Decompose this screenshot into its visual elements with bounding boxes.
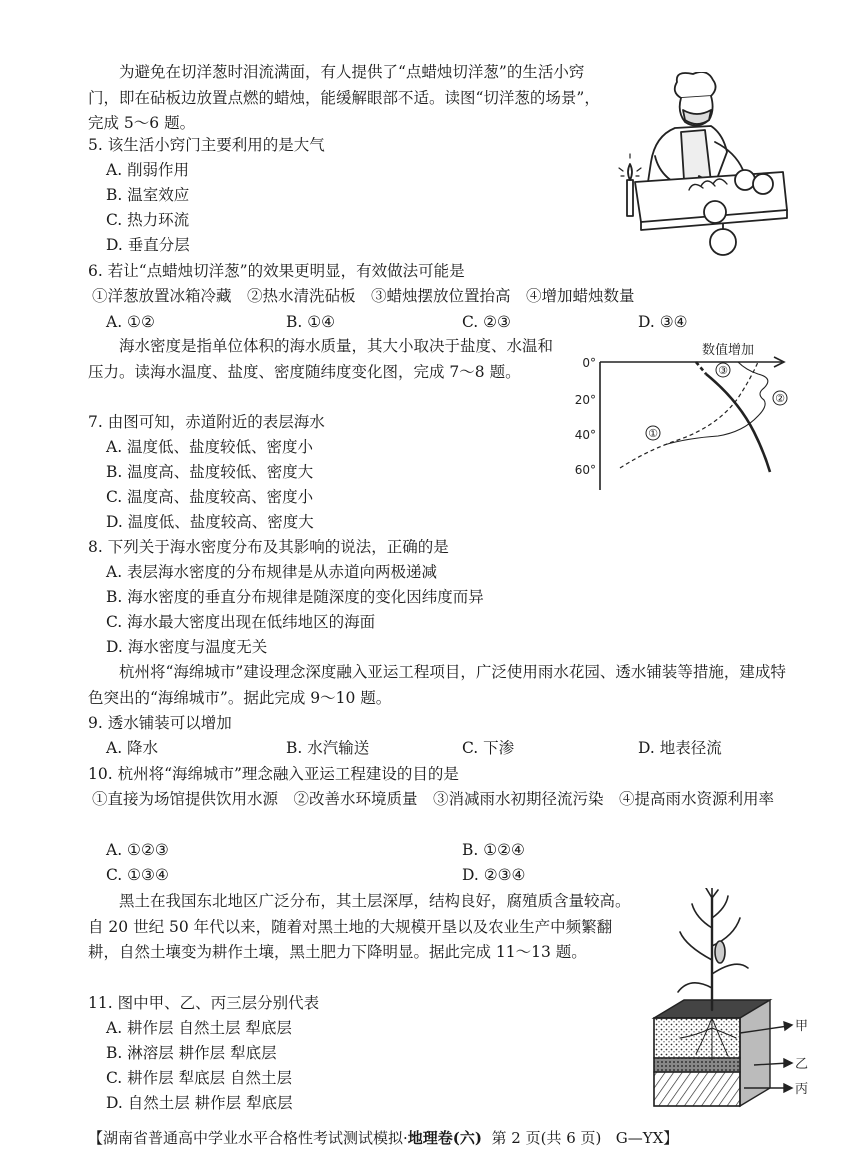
q9-option-b[interactable]: B. 水汽输送 bbox=[286, 739, 370, 757]
q5-option-b[interactable]: B. 温室效应 bbox=[106, 186, 190, 204]
q10-option-a[interactable]: A. ①②③ bbox=[106, 841, 169, 859]
q8-option-b[interactable]: B. 海水密度的垂直分布规律是随深度的变化因纬度而异 bbox=[106, 588, 484, 606]
question-10-stem: 10. 杭州将“海绵城市”理念融入亚运工程建设的目的是 bbox=[88, 765, 459, 783]
lat-tick-0: 0° bbox=[582, 356, 596, 370]
question-6-items: ①洋葱放置冰箱冷藏 ②热水清洗砧板 ③蜡烛摆放位置抬高 ④增加蜡烛数量 bbox=[92, 287, 635, 305]
q7-option-d[interactable]: D. 温度低、盐度较高、密度大 bbox=[106, 513, 314, 531]
soil-profile-figure bbox=[640, 888, 810, 1114]
question-7-stem: 7. 由图可知，赤道附近的表层海水 bbox=[88, 413, 325, 431]
curve-label-3: ③ bbox=[718, 364, 728, 377]
question-8-stem: 8. 下列关于海水密度分布及其影响的说法，正确的是 bbox=[88, 538, 449, 556]
onion-cutting-illustration bbox=[615, 72, 795, 262]
q11-option-a[interactable]: A. 耕作层 自然土层 犁底层 bbox=[106, 1019, 292, 1037]
question-11-stem: 11. 图中甲、乙、丙三层分别代表 bbox=[88, 994, 320, 1012]
curve-1 bbox=[620, 362, 758, 468]
footer-page-number: 第 2 页(共 6 页) bbox=[491, 1129, 602, 1147]
q5-option-c[interactable]: C. 热力环流 bbox=[106, 211, 190, 229]
curve-3 bbox=[696, 362, 706, 374]
layer-label-jia: 甲 bbox=[795, 1019, 809, 1034]
q11-option-b[interactable]: B. 淋溶层 耕作层 犁底层 bbox=[106, 1044, 277, 1062]
q6-option-a[interactable]: A. ①② bbox=[106, 313, 155, 331]
q10-option-c[interactable]: C. ①③④ bbox=[106, 866, 169, 884]
q5-option-d[interactable]: D. 垂直分层 bbox=[106, 236, 190, 254]
layer-label-bing: 丙 bbox=[795, 1082, 809, 1097]
passage-sponge-city: 杭州将“海绵城市”建设理念深度融入亚运工程项目，广泛使用雨水花园、透水铺装等措施，建成特色突出的“海绵城市”。据此完成 9～10 题。 bbox=[88, 663, 786, 707]
q8-option-d[interactable]: D. 海水密度与温度无关 bbox=[106, 638, 268, 656]
question-6-stem: 6. 若让“点蜡烛切洋葱”的效果更明显，有效做法可能是 bbox=[88, 262, 465, 280]
seawater-chart bbox=[568, 340, 790, 500]
q9-option-c[interactable]: C. 下渗 bbox=[462, 739, 515, 757]
q8-option-a[interactable]: A. 表层海水密度的分布规律是从赤道向两极递减 bbox=[106, 563, 438, 581]
lat-tick-40: 40° bbox=[574, 428, 596, 442]
passage-onion: 为避免在切洋葱时泪流满面，有人提供了“点蜡烛切洋葱”的生活小窍门，即在砧板边放置点燃的蜡烛，能缓解眼部不适。读图“切洋葱的场景”，完成 5～6 题。 bbox=[88, 63, 600, 132]
q8-option-c[interactable]: C. 海水最大密度出现在低纬地区的海面 bbox=[106, 613, 376, 631]
layer-label-yi: 乙 bbox=[795, 1057, 809, 1072]
q7-option-c[interactable]: C. 温度高、盐度较高、密度小 bbox=[106, 488, 314, 506]
curve-label-2: ② bbox=[775, 392, 785, 405]
footer-title: 【湖南省普通高中学业水平合格性考试测试模拟· bbox=[88, 1129, 408, 1147]
q6-option-b[interactable]: B. ①④ bbox=[286, 313, 336, 331]
footer-code: G—YX】 bbox=[615, 1129, 679, 1147]
curve-2 bbox=[664, 362, 768, 445]
q7-option-b[interactable]: B. 温度高、盐度较低、密度大 bbox=[106, 463, 314, 481]
q7-option-a[interactable]: A. 温度低、盐度较低、密度小 bbox=[106, 438, 314, 456]
passage-seawater: 海水密度是指单位体积的海水质量，其大小取决于盐度、水温和压力。读海水温度、盐度、密度随纬度变化图，完成 7～8 题。 bbox=[88, 337, 554, 381]
chart-header-label: 数值增加 bbox=[701, 343, 755, 358]
lat-tick-60: 60° bbox=[574, 463, 596, 477]
curve-label-1: ① bbox=[648, 427, 658, 440]
q5-option-a[interactable]: A. 削弱作用 bbox=[106, 161, 190, 179]
question-9-stem: 9. 透水铺装可以增加 bbox=[88, 714, 232, 732]
curve-3-solid bbox=[706, 374, 770, 472]
q6-option-d[interactable]: D. ③④ bbox=[638, 313, 688, 331]
q10-option-b[interactable]: B. ①②④ bbox=[462, 841, 525, 859]
footer-subject: 地理卷(六) bbox=[407, 1129, 482, 1147]
q9-option-a[interactable]: A. 降水 bbox=[106, 739, 159, 757]
question-5-stem: 5. 该生活小窍门主要利用的是大气 bbox=[88, 136, 325, 154]
q11-option-c[interactable]: C. 耕作层 犁底层 自然土层 bbox=[106, 1069, 293, 1087]
page-footer bbox=[88, 1126, 678, 1150]
q9-option-d[interactable]: D. 地表径流 bbox=[638, 739, 722, 757]
q10-option-d[interactable]: D. ②③④ bbox=[462, 866, 526, 884]
passage-black-soil: 黑土在我国东北地区广泛分布，其土层深厚，结构良好，腐殖质含量较高。自 20 世纪 50 年代以来，随着对黑土地的大规模开垦以及农业生产中频繁翻耕，自然土壤变为耕作土壤，黑土肥力下降明显。据此完成 11～13 题。 bbox=[88, 892, 631, 961]
lat-tick-20: 20° bbox=[574, 393, 596, 407]
q11-option-d[interactable]: D. 自然土层 耕作层 犁底层 bbox=[106, 1094, 293, 1112]
question-10-items: ①直接为场馆提供饮用水源 ②改善水环境质量 ③消减雨水初期径流污染 ④提高雨水资源利用率 bbox=[92, 790, 775, 808]
q6-option-c[interactable]: C. ②③ bbox=[462, 313, 511, 331]
